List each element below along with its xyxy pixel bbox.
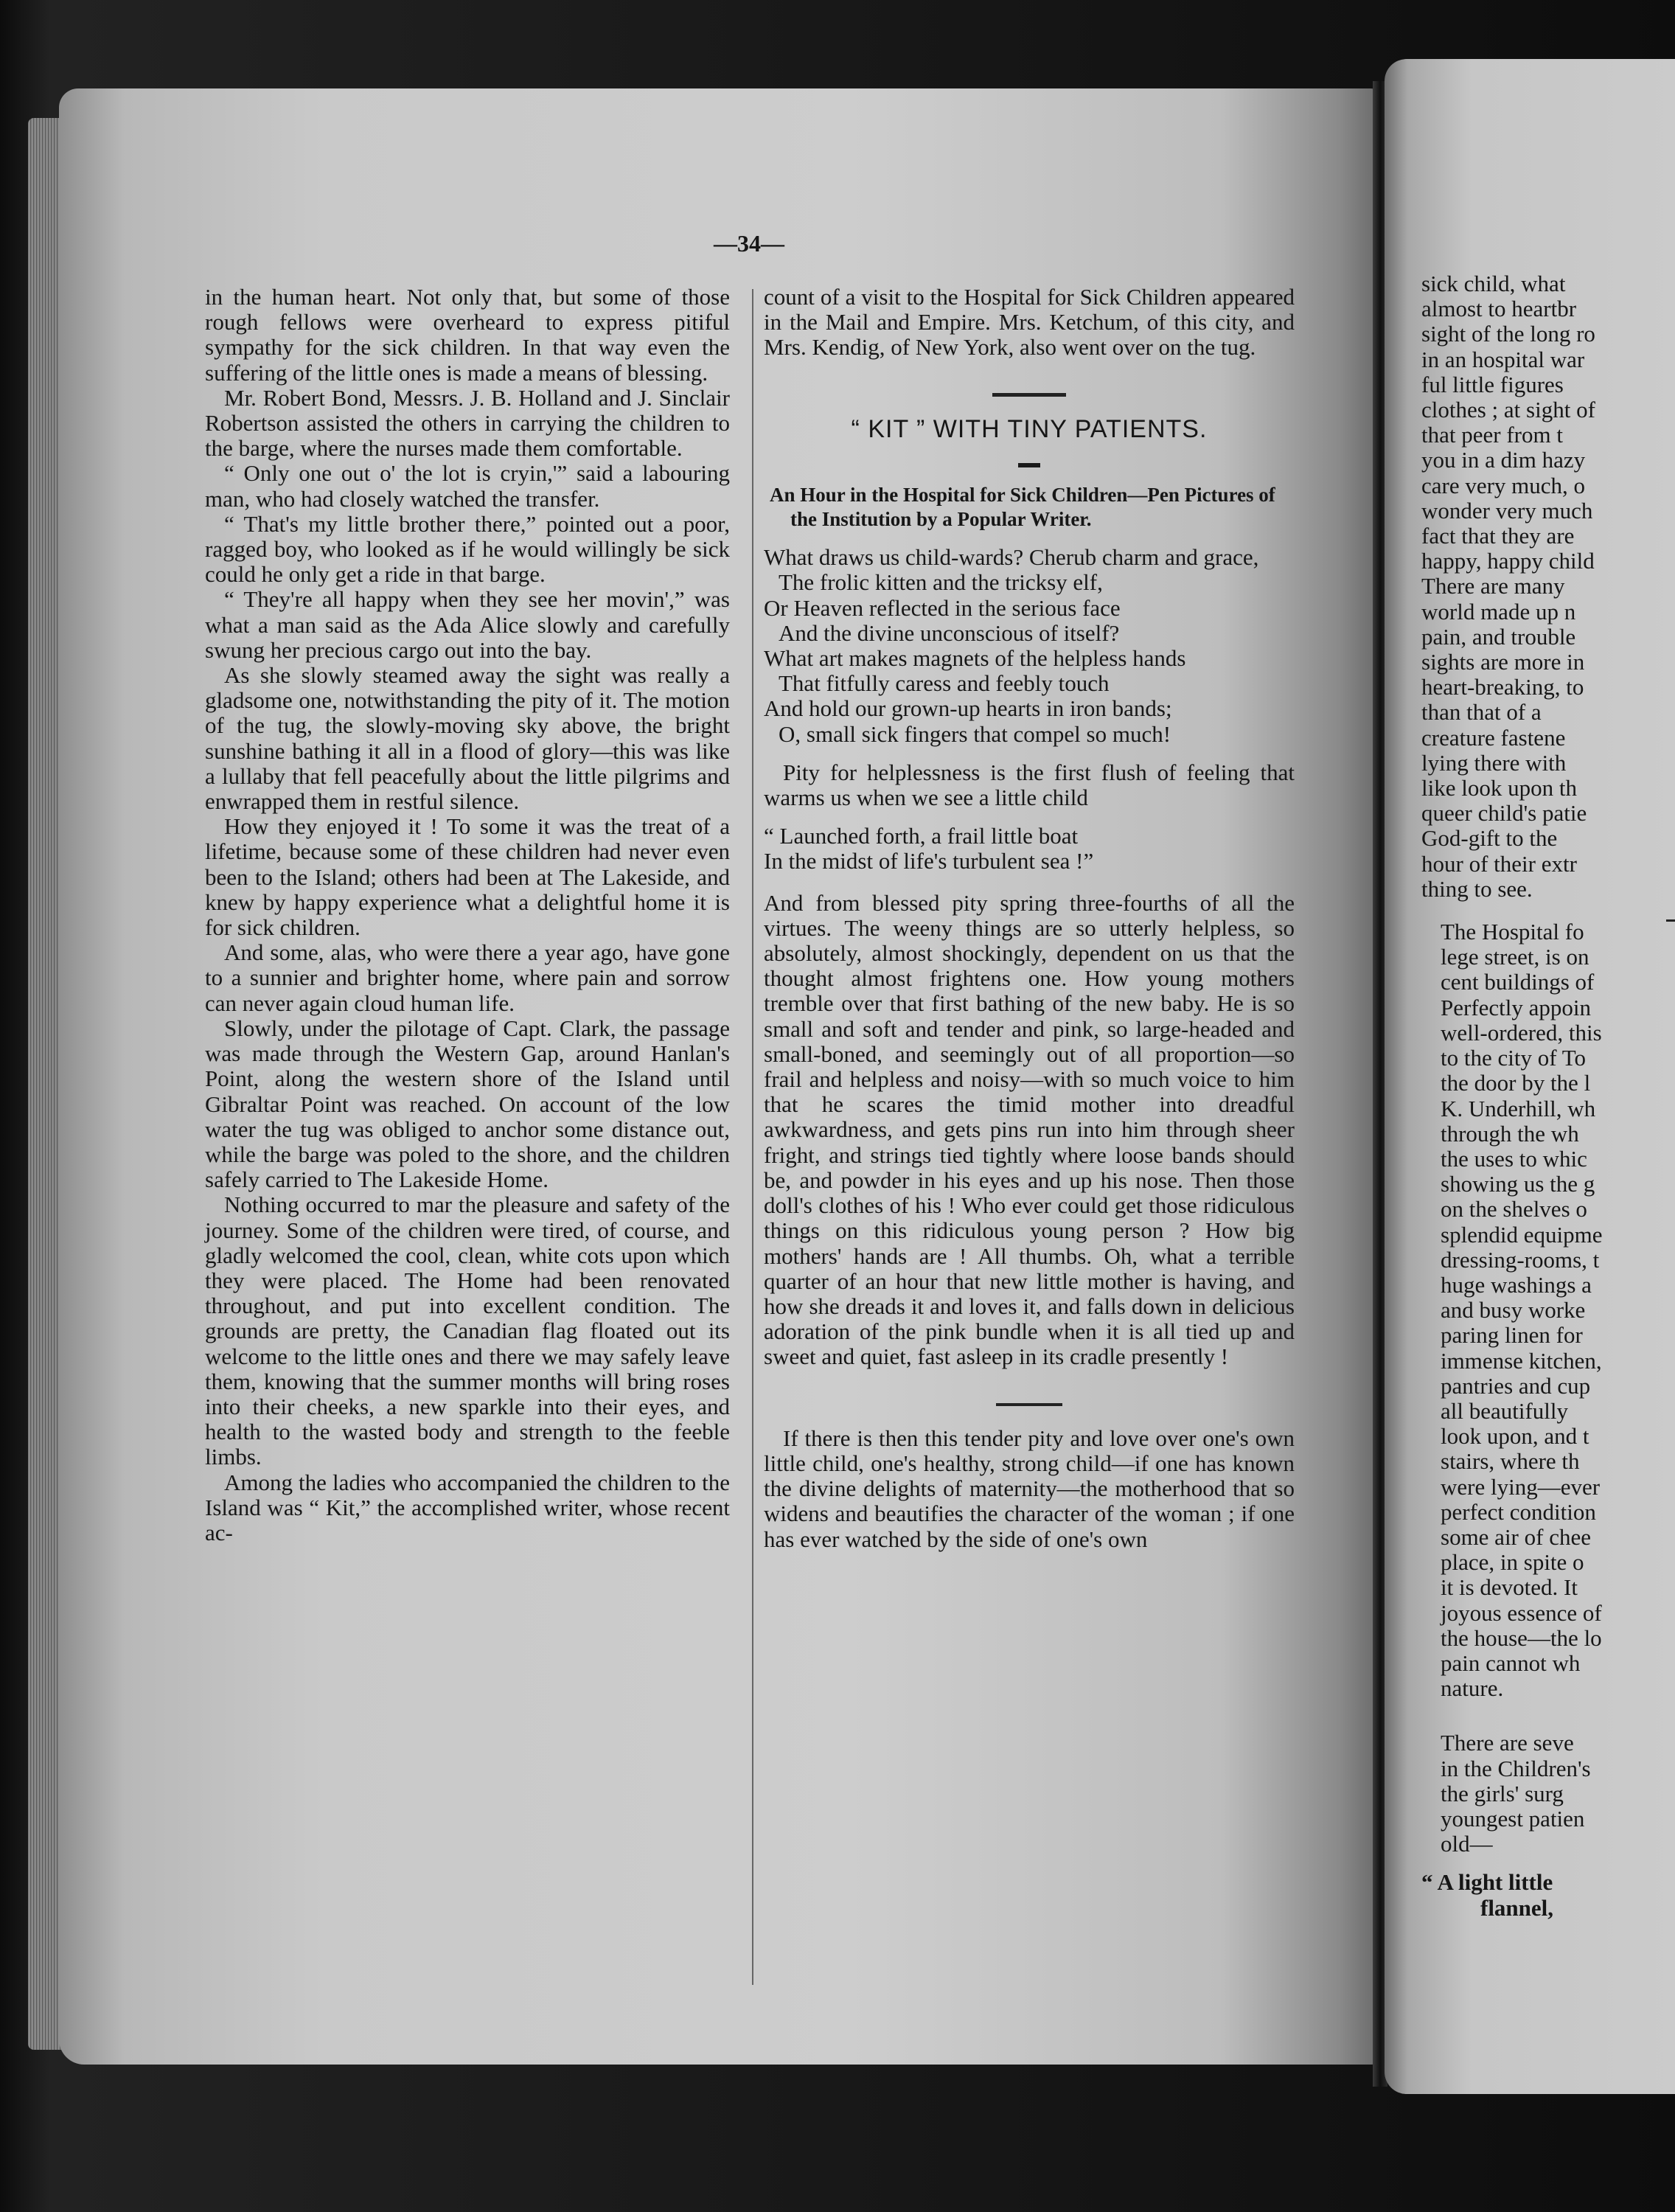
text-line: world made up n: [1421, 598, 1576, 625]
text-line: than that of a: [1421, 699, 1542, 726]
text-line: the girls' surg: [1441, 1780, 1564, 1806]
poem-line: And the divine unconscious of itself?: [779, 619, 1120, 646]
text-line: lying there with: [1421, 749, 1567, 776]
poem-line: Or Heaven reflected in the serious face: [764, 594, 1121, 621]
paragraph: Nothing occurred to mar the pleasure and safety of the journey. Some of the children were tired, of course, and gladly welcomed the cool, clean, white cots upon which they were placed. The Home had been renovated throughout, and put into excellent condition. The grounds are pretty, the Canadian flag floated out its welcome to the little ones and there we may safely leave them, knowing that the summer months will bring roses into their cheeks, a new sparkle into their eyes, and health to the wasted body and strength to the feeble limbs.: [205, 1192, 730, 1470]
page-number: —34—: [714, 230, 784, 257]
paragraph: As she slowly steamed away the sight was really a gladsome one, notwithstanding the pity of it. The motion of the tug, the slowly-moving sky above, the bright sunshine bathing it all in a flood of glory—this was like a lullaby that fell peacefully about the little pilgrims and enwrapped them in restful silence.: [205, 662, 730, 815]
paragraph: [1421, 919, 1675, 1701]
poem-line: What draws us child-wards? Cherub charm and grace,: [764, 544, 1259, 571]
text-line: pain cannot wh: [1441, 1649, 1581, 1676]
text-line: perfect condition: [1441, 1498, 1596, 1525]
quotation-line: “ Launched forth, a frail little boat: [764, 823, 1079, 849]
text-line: sight of the long ro: [1421, 321, 1595, 347]
text-line: and busy worke: [1441, 1297, 1586, 1324]
text-line: dressing-rooms, t: [1441, 1246, 1600, 1273]
text-line: immense kitchen,: [1441, 1347, 1602, 1374]
section-divider: [1421, 902, 1675, 919]
quotation: [1421, 1870, 1675, 1920]
text-line: heart-breaking, to: [1421, 674, 1584, 700]
text-line: paring linen for: [1441, 1322, 1583, 1349]
paragraph: And from blessed pity spring three-fourths of all the virtues. The weeny things are so utterly helpless, so absolutely, almost shockingly, dependent on us that the thought almost frightens one. How young mothers tremble over that first bathing of the new baby. He is so small and soft and tender and pink, so large-headed and small-boned, and seemingly out of all proportion—so frail and helpless and noisy—with so much voice to him that he scares the timid mother into dreadful awkwardness, and gets pins run into him through sheer fright, and strings tied tightly where loose bands should be, and powder in his eyes and up his nose. Then those doll's clothes of his ! Who ever could get those ridiculous things on this ridiculous young person ? How big mothers' hands are ! All thumbs. Oh, what a terrible quarter of an hour that new little mother is having, and how she dreads it and loves it, and falls down in delicious adoration of the pink bundle when it is all tied up and sweet and quiet, fast asleep in its cradle presently !: [764, 889, 1295, 1370]
paragraph: “ Only one out o' the lot is cryin,'” said a labouring man, who had closely watched the transfer.: [205, 460, 730, 512]
headline-rule: [764, 448, 1295, 473]
text-line: all beautifully: [1441, 1397, 1569, 1424]
text-line: splendid equipme: [1441, 1221, 1603, 1248]
text-line: queer child's patie: [1421, 800, 1587, 827]
paragraph: [1421, 1731, 1675, 1857]
text-line: sights are more in: [1421, 649, 1585, 675]
paragraph: How they enjoyed it ! To some it was the treat of a lifetime, because some of these children had never even been to the Island; others had been at The Lakeside, and knew by happy experience what a delightful home it is for sick children.: [205, 813, 730, 941]
paragraph: If there is then this tender pity and love over one's own little child, one's healthy, strong child—if one has known the divine delights of maternity—the motherhood that so widens and beautifies the character of the woman ; if one has ever watched by the side of one's own: [764, 1425, 1295, 1552]
text-line: well-ordered, this: [1441, 1019, 1602, 1046]
section-divider: [764, 377, 1295, 402]
text-line: in an hospital war: [1421, 346, 1585, 372]
text-line: showing us the g: [1441, 1171, 1595, 1197]
text-line: care very much, o: [1421, 472, 1586, 498]
text-line: the uses to whic: [1441, 1145, 1587, 1172]
text-line: pain, and trouble: [1421, 623, 1576, 650]
poem: [764, 545, 1295, 747]
text-line: almost to heartbr: [1421, 296, 1577, 322]
poem-line: O, small sick fingers that compel so much!: [779, 720, 1171, 747]
text-line: There are seve: [1441, 1730, 1574, 1756]
paragraph: “ They're all happy when they see her movin',” was what a man said as the Ada Alice slowly and carefully swung her precious cargo out into the bay.: [205, 586, 730, 663]
text-line: stairs, where th: [1441, 1448, 1580, 1475]
text-line: place, in spite o: [1441, 1549, 1584, 1576]
text-line: “ A light little: [1421, 1869, 1553, 1896]
text-line: ful little figures: [1421, 371, 1564, 397]
text-line: creature fastene: [1421, 724, 1566, 751]
text-line: wonder very much: [1421, 497, 1593, 524]
text-line: you in a dim hazy: [1421, 447, 1586, 473]
poem-line: What art makes magnets of the helpless hands: [764, 645, 1186, 672]
text-line: fact that they are: [1421, 523, 1575, 549]
quotation: [764, 824, 1295, 874]
text-line: happy, happy child: [1421, 548, 1595, 574]
text-line: through the wh: [1441, 1120, 1579, 1147]
text-line: it is devoted. It: [1441, 1574, 1578, 1601]
text-line: cent buildings of: [1441, 969, 1595, 995]
text-line: K. Underhill, wh: [1441, 1095, 1596, 1121]
quotation-line: In the midst of life's turbulent sea !”: [764, 848, 1094, 874]
text-line: lege street, is on: [1441, 944, 1589, 970]
text-line: hour of their extr: [1421, 850, 1577, 877]
text-line: Perfectly appoin: [1441, 994, 1592, 1020]
paragraph: “ That's my little brother there,” pointed out a poor, ragged boy, who looked as if he would willingly be sick could he only get a ride in that barge.: [205, 510, 730, 588]
text-line: some air of chee: [1441, 1523, 1591, 1550]
text-line: like look upon th: [1421, 775, 1577, 801]
text-line: sick child, what: [1421, 271, 1566, 296]
poem-line: The frolic kitten and the tricksy elf,: [779, 569, 1103, 596]
text-line: nature.: [1441, 1675, 1504, 1702]
paragraph: Among the ladies who accompanied the children to the Island was “ Kit,” the accomplished writer, whose recent ac-: [205, 1469, 730, 1545]
paragraph: Slowly, under the pilotage of Capt. Clark, the passage was made through the Western Gap, around Hanlan's Point, along the western shore of the Island until Gibraltar Point was reached. On account of the low water the tug was obliged to anchor some distance out, while the barge was poled to the shore, and the children safely carried to The Lakeside Home.: [205, 1015, 730, 1193]
text-line: flannel,: [1480, 1894, 1554, 1921]
column-3: [1421, 271, 1675, 1921]
text-line: youngest patien: [1441, 1805, 1585, 1832]
text-line: the door by the l: [1441, 1070, 1591, 1096]
article-headline: “ KIT ” WITH TINY PATIENTS.: [851, 414, 1208, 443]
text-line: The Hospital fo: [1441, 919, 1584, 945]
article-subheading: An Hour in the Hospital for Sick Children—Pen Pictures of the Institution by a Popular Writer.: [770, 484, 1275, 531]
column-rule: [752, 289, 753, 1985]
paragraph: And some, alas, who were there a year ago, have gone to a sunnier and brighter home, where pain and sorrow can never again cloud human life.: [205, 939, 730, 1016]
text-line: clothes ; at sight of: [1421, 397, 1595, 423]
text-line: to the city of To: [1441, 1045, 1587, 1071]
text-line: on the shelves o: [1441, 1196, 1587, 1222]
column-1: [205, 285, 730, 1545]
text-line: pantries and cup: [1441, 1372, 1591, 1399]
paragraph: Mr. Robert Bond, Messrs. J. B. Holland and J. Sinclair Robertson assisted the others in carrying the children to the barge, where the nurses made them comfortable.: [205, 384, 730, 462]
poem-line: And hold our grown-up hearts in iron bands;: [764, 695, 1172, 722]
text-line: the house—the lo: [1441, 1624, 1602, 1651]
text-line: that peer from t: [1421, 422, 1563, 448]
column-2: [764, 285, 1295, 1552]
paragraph: Pity for helplessness is the first flush of feeling that warms us when we see a little child: [764, 759, 1295, 811]
paragraph: count of a visit to the Hospital for Sick Children appeared in the Mail and Empire. Mrs. Ketchum, of this city, and Mrs. Kendig, of New York, also went over on the tug.: [764, 284, 1295, 361]
text-line: There are many: [1421, 573, 1565, 599]
section-divider: [764, 1386, 1295, 1411]
text-line: joyous essence of: [1441, 1599, 1602, 1626]
text-line: thing to see.: [1421, 875, 1533, 902]
text-line: look upon, and t: [1441, 1423, 1589, 1450]
text-line: old—: [1441, 1831, 1493, 1857]
poem-line: That fitfully caress and feebly touch: [779, 670, 1110, 697]
text-line: in the Children's: [1441, 1755, 1591, 1781]
paragraph: [1421, 271, 1675, 902]
text-line: huge washings a: [1441, 1271, 1592, 1298]
text-line: were lying—ever: [1441, 1473, 1601, 1500]
text-line: God-gift to the: [1421, 825, 1558, 852]
paragraph: in the human heart. Not only that, but some of those rough fellows were overheard to express pitiful sympathy for the sick children. In that way even the suffering of the little ones is made a means of blessing.: [205, 284, 730, 386]
